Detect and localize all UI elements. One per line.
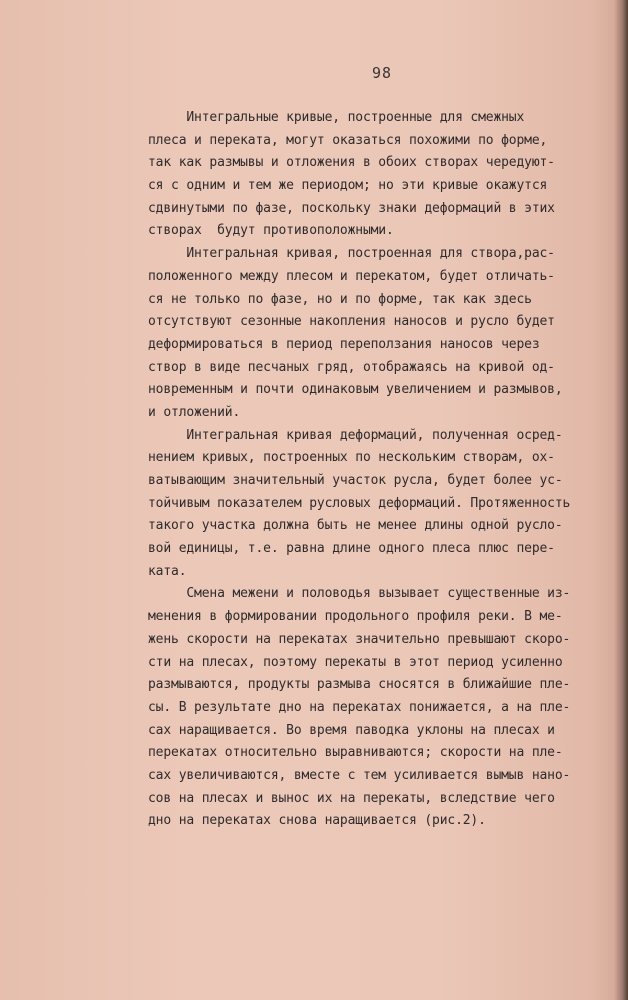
text-line: менения в формировании продольного профиля реки. В ме-	[148, 609, 563, 625]
text-line: сах наращивается. Во время паводка уклоны на плесах и	[148, 722, 555, 738]
text-line: жень скорости на перекатах значительно превышают скоро-	[148, 631, 571, 647]
text-line: ката.	[148, 563, 187, 579]
text-line: такого участка должна быть не менее длины одной русло-	[148, 518, 563, 534]
text-line: Интегральные кривые, построенные для смежных	[148, 110, 525, 125]
text-line: дно на перекатах снова наращивается (рис.2).	[148, 813, 486, 829]
page-number: 98	[372, 64, 393, 82]
text-line: сы. В результате дно на перекатах понижается, а на пле-	[148, 699, 571, 715]
text-line: Интегральная кривая деформаций, полученная осред-	[148, 427, 563, 443]
text-line: сти на плесах, поэтому перекаты в этот период усиленно	[148, 654, 563, 670]
body-text	[148, 107, 618, 833]
text-line: ватывающим значительный участок русла, будет более ус-	[148, 473, 563, 488]
text-line: сах увеличиваются, вместе с тем усиливается вымыв нано-	[148, 767, 571, 783]
text-line: плеса и переката, могут оказаться похожими по форме,	[148, 132, 548, 148]
text-line: ся с одним и тем же периодом; но эти кривые окажутся	[148, 178, 548, 194]
text-line: размываются, продукты размыва сносятся в ближайшие пле-	[148, 677, 571, 693]
text-line: нением кривых, построенных по нескольким створам, ох-	[148, 450, 555, 466]
text-line: створах будут противоположными.	[148, 223, 394, 239]
text-line: положенного между плесом и перекатом, будет отличать-	[148, 268, 555, 284]
text-line: Интегральная кривая, построенная для створа,рас-	[148, 246, 555, 262]
text-line: так как размывы и отложения в обоих створах чередуют-	[148, 155, 555, 171]
text-line: Смена межени и половодья вызывает существенные из-	[148, 586, 571, 602]
text-line: сов на плесах и вынос их на перекаты, вследствие чего	[148, 790, 555, 806]
text-line: ся не только по фазе, но и по форме, так как здесь	[148, 291, 532, 307]
text-line: деформироваться в период переползания наносов через	[148, 336, 540, 352]
text-line: отсутствуют сезонные накопления наносов и русло будет	[148, 314, 555, 330]
text-line: створ в виде песчаных гряд, отображаясь на кривой од-	[148, 359, 555, 375]
text-line: вой единицы, т.е. равна длине одного плеса плюс пере-	[148, 541, 555, 557]
text-line: и отложений.	[148, 404, 241, 420]
text-line: тойчивым показателем русловых деформаций. Протяженность	[148, 495, 571, 511]
text-line: новременным и почти одинаковым увеличением и размывов,	[148, 382, 563, 398]
text-line: перекатах относительно выравниваются; скорости на пле-	[148, 745, 563, 761]
text-line: сдвинутыми по фазе, поскольку знаки деформаций в этих	[148, 200, 555, 216]
